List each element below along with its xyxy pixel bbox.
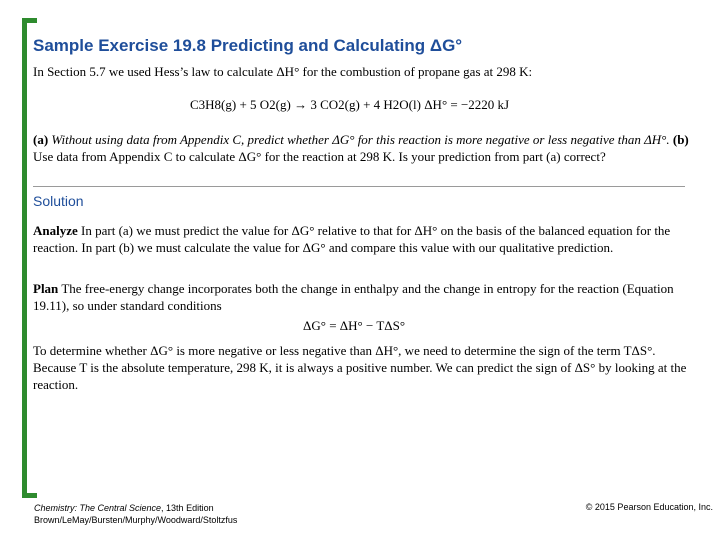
title-text: Predicting and Calculating ΔG° (210, 36, 463, 55)
part-b-label: (b) (672, 132, 689, 147)
footer-book-title: Chemistry: The Central Science (34, 503, 162, 513)
analyze-text: In part (a) we must predict the value for ΔG° relative to that for ΔH° on the basis of the balanced equation for the reaction. In part (b) we must calculate the value for ΔG° and compare this value with our qualitative prediction. (33, 223, 671, 255)
frame-bottom-tick (22, 493, 37, 498)
footer-edition: , 13th Edition (161, 503, 214, 513)
plan-text: The free-energy change incorporates both the change in enthalpy and the change in entropy for the reaction (Equation 19.11), so under standard conditions (33, 281, 674, 313)
footer-copyright: © 2015 Pearson Education, Inc. (585, 502, 713, 512)
determine-paragraph: To determine whether ΔG° is more negative or less negative than ΔH°, we need to determine the sign of the term TΔS°. Because T is the absolute temperature, 298 K, it is always a positive number. We can predict the sign of ΔS° by looking at the reaction. (33, 343, 687, 392)
footer-authors: Brown/LeMay/Bursten/Murphy/Woodward/Stoltzfus (34, 515, 238, 525)
intro-text: In Section 5.7 we used Hess’s law to calculate ΔH° for the combustion of propane gas at 298 K: (33, 64, 533, 79)
page-title (33, 36, 462, 56)
plan-paragraph (33, 280, 688, 314)
frame-top-tick (22, 18, 37, 23)
question-text (33, 131, 693, 165)
plan-label: Plan (33, 281, 59, 296)
part-a-label: (a) (33, 132, 49, 147)
left-frame-bar (22, 18, 27, 498)
part-a-text: Without using data from Appendix C, predict whether ΔG° for this reaction is more negative or less negative than ΔH°. (51, 132, 670, 147)
combustion-equation: C3H8(g) + 5 O2(g) → 3 CO2(g) + 4 H2O(l) ΔH° = −2220 kJ (190, 97, 510, 112)
part-b-text: Use data from Appendix C to calculate ΔG° for the reaction at 298 K. Is your prediction from part (a) correct? (33, 149, 606, 164)
divider (33, 186, 685, 187)
analyze-label: Analyze (33, 223, 78, 238)
footer-citation (34, 502, 237, 526)
title-prefix: Sample Exercise 19.8 (33, 36, 206, 55)
solution-heading: Solution (33, 193, 84, 209)
analyze-paragraph (33, 222, 688, 256)
gibbs-equation: ΔG° = ΔH° − TΔS° (303, 318, 406, 333)
